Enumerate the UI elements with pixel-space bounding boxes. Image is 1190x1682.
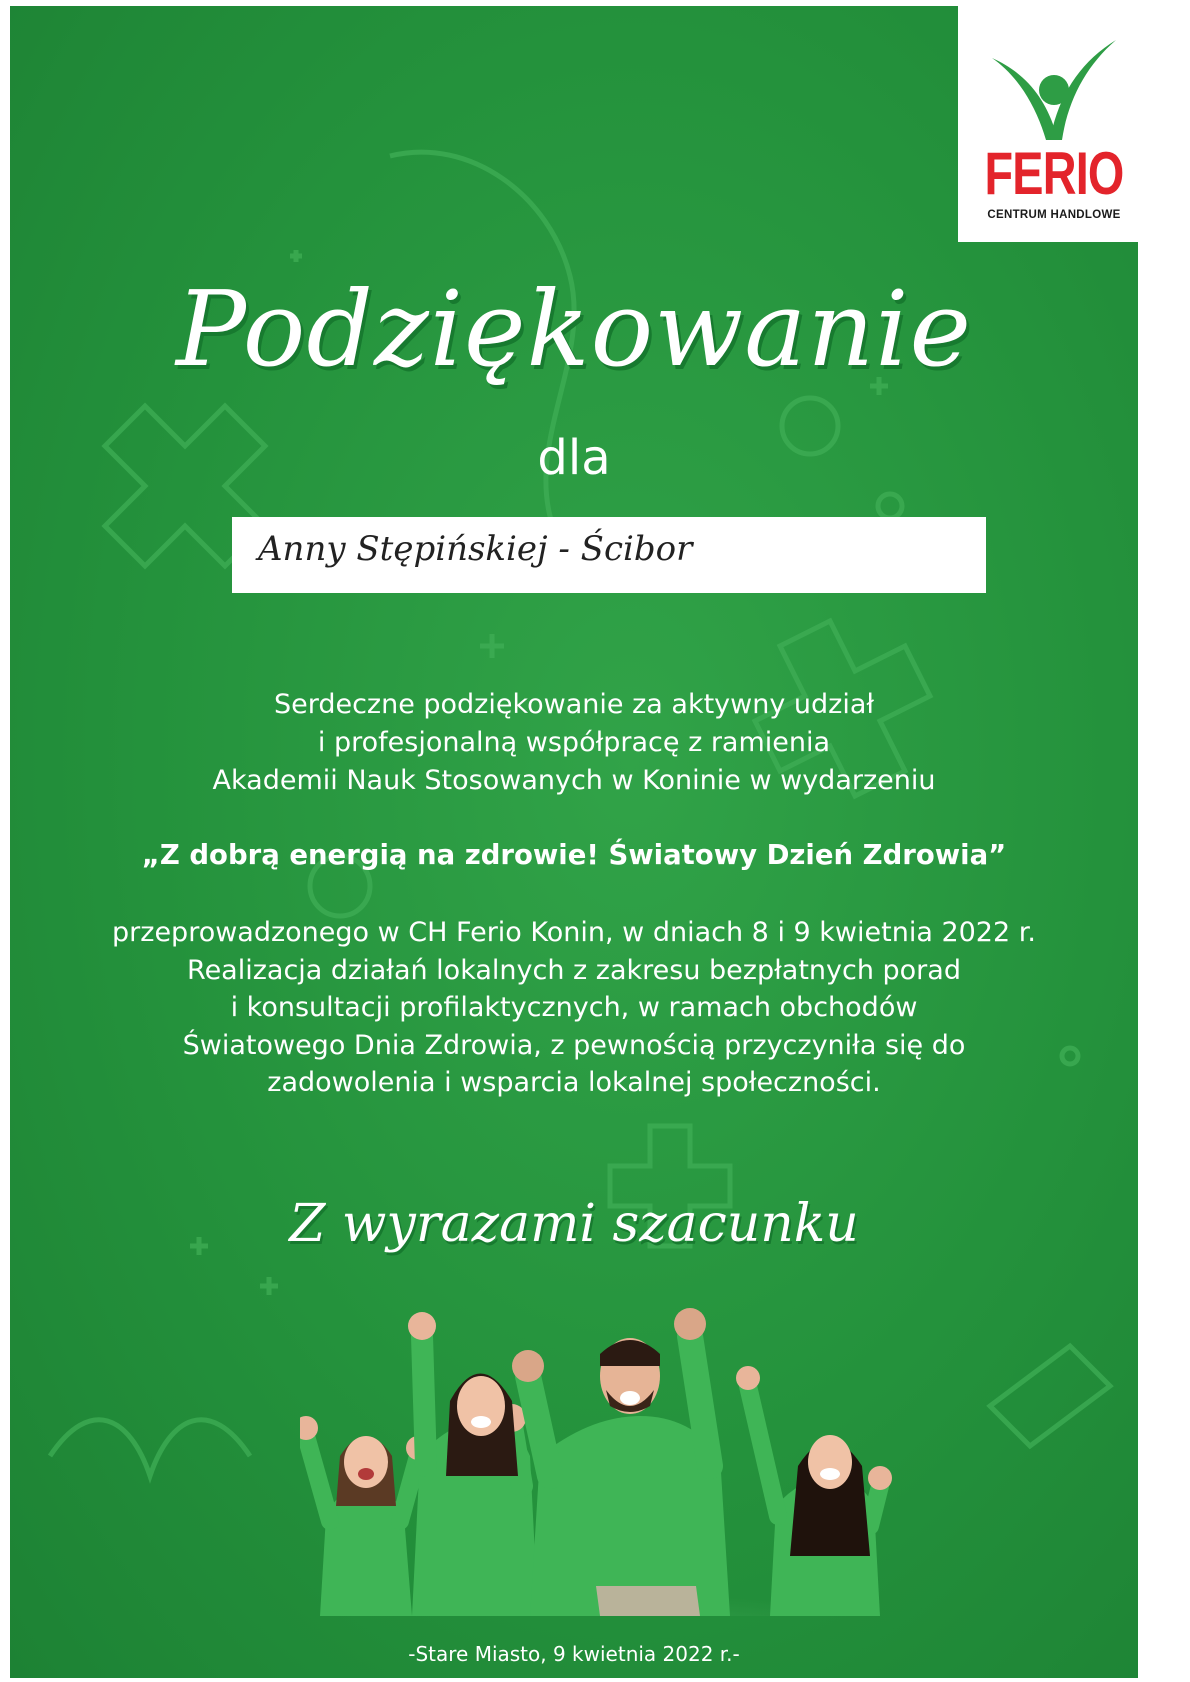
man-figure	[512, 1308, 730, 1616]
closing-phrase: Z wyrazami szacunku	[289, 1194, 859, 1254]
event-name: „Z dobrą energią na zdrowie! Światowy Dzień Zdrowia”	[141, 839, 1007, 871]
place-and-date: -Stare Miasto, 9 kwietnia 2022 r.-	[408, 1642, 740, 1666]
ferio-logo	[958, 6, 1138, 242]
certificate-title: Podziękowanie	[176, 268, 972, 390]
details-line: przeprowadzonego w CH Ferio Konin, w dniach 8 i 9 kwietnia 2022 r.	[112, 917, 1036, 948]
certificate-sheet	[10, 6, 1138, 1678]
details-line: i konsultacji profilaktycznych, w ramach obchodów	[230, 992, 918, 1023]
cheering-family-image	[300, 1306, 920, 1616]
recipient-field	[232, 517, 986, 593]
recipient-handwritten-name: Anny Stępińskiej - Ścibor	[258, 529, 693, 569]
details-line: zadowolenia i wsparcia lokalnej społeczności.	[267, 1067, 881, 1098]
ferio-figure-icon	[988, 36, 1120, 146]
details-line: Realizacja działań lokalnych z zakresu bezpłatnych porad	[187, 954, 961, 986]
intro-paragraph	[10, 686, 1138, 800]
ferio-wordmark: FERIO	[984, 140, 1124, 207]
details-paragraph	[10, 914, 1138, 1102]
intro-line: Akademii Nauk Stosowanych w Koninie w wydarzeniu	[212, 765, 936, 796]
ferio-subtitle: CENTRUM HANDLOWE	[987, 209, 1121, 221]
details-line: Światowego Dnia Zdrowia, z pewnością przyczyniła się do	[182, 1029, 966, 1061]
intro-line: Serdeczne podziękowanie za aktywny udział	[273, 689, 875, 720]
intro-line: i profesjonalną współpracę z ramienia	[317, 727, 831, 758]
for-word: dla	[537, 430, 611, 486]
